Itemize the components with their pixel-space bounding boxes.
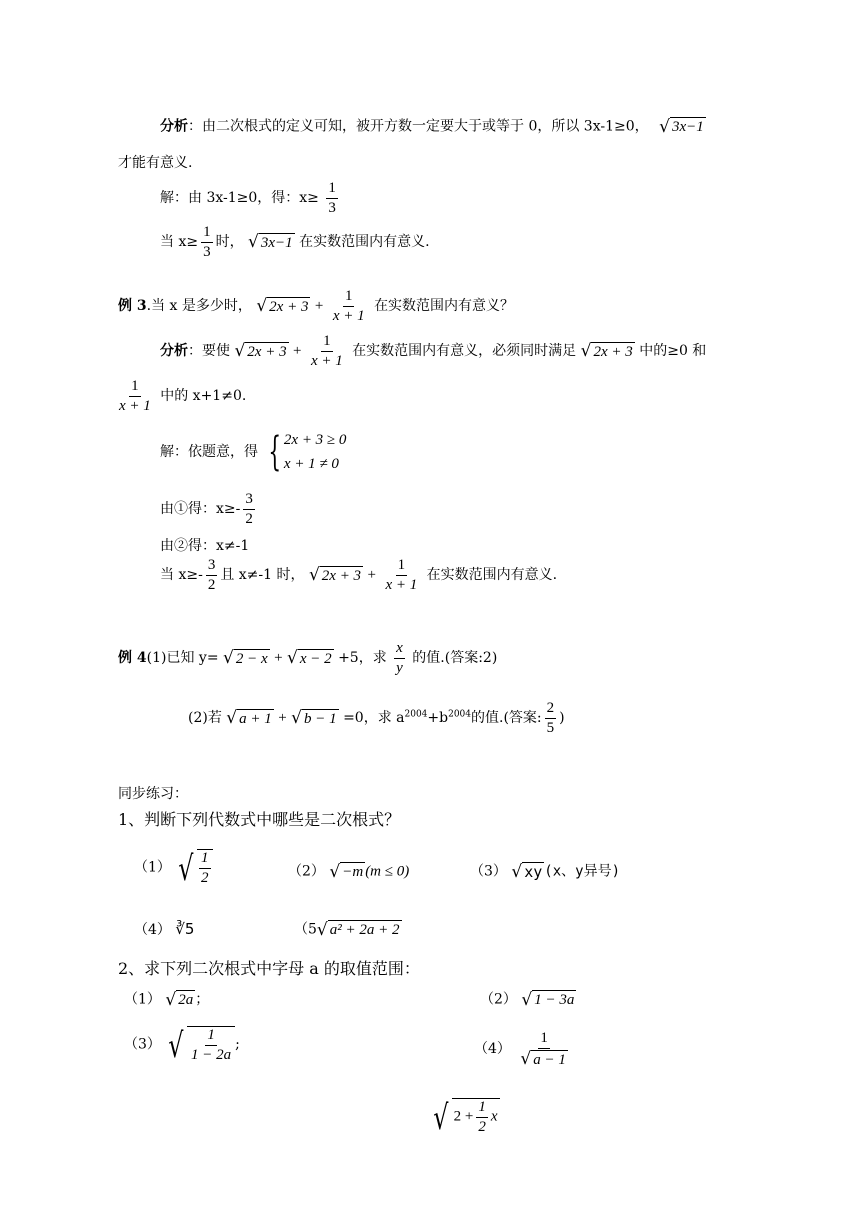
punctuation: ;: [235, 1036, 240, 1053]
practice-title: [118, 787, 188, 801]
sqrt-expression: √ 2a: [165, 989, 194, 1010]
question-text: 2、求下列二次根式中字母 a 的取值范围：: [118, 959, 420, 978]
condition-text: (m ≤ 0): [365, 863, 410, 880]
conclusion-text: 在实数范围内有意义.: [426, 567, 558, 583]
practice-item-4: [134, 922, 194, 937]
fraction-three-halves: $\frac{3}{2}$: [245, 491, 253, 527]
ex4-part1-line: [118, 640, 497, 676]
exponent: 2004: [448, 709, 472, 720]
fraction-one-third: $\frac{1}{3}$: [328, 180, 336, 216]
analysis-text: 中的≥0 和: [639, 343, 707, 359]
question-text: ): [559, 710, 565, 726]
cube-root-expression: ∛5: [175, 920, 195, 938]
sqrt-expression: √ a² + 2a + 2: [316, 919, 400, 940]
item-label: （1）: [124, 991, 161, 1008]
analysis-text: 才能有意义.: [118, 155, 193, 171]
example-label: 例 4: [118, 650, 147, 666]
plus-sign: +: [314, 298, 324, 314]
solve-text: 解：依题意，得: [160, 444, 258, 460]
question-text: 1、判断下列代数式中哪些是二次根式？: [118, 810, 401, 829]
sqrt-expression: √ 1 − 3a: [521, 989, 575, 1010]
item-label: （2）: [480, 991, 517, 1008]
fraction: $\frac{1}{x + 1}$: [332, 288, 365, 324]
question-text: =0，求 a: [343, 710, 405, 726]
sqrt-expression: √ a + 1: [226, 708, 272, 729]
practice-item-5: [294, 920, 402, 939]
plus-sign: +: [274, 650, 283, 666]
ex4-part2-line: [188, 700, 565, 736]
plus-sign: +: [278, 710, 287, 726]
example-label: 例 3: [118, 298, 147, 314]
ex2-analysis-line: [160, 117, 706, 136]
conclusion-text: 当 x≥: [160, 234, 199, 250]
analysis-text: ：要使: [188, 343, 230, 359]
practice-item-3: [470, 862, 620, 881]
sqrt-expression: √ b − 1: [291, 708, 337, 729]
ex3-solve-line: [160, 428, 346, 476]
fraction: 1 √ a − 1: [520, 1030, 566, 1069]
ex2-solve-line: [160, 180, 341, 216]
analysis-text: ：由二次根式的定义可知，被开方数一定要大于或等于 0，所以 3x-1≥0，: [188, 118, 649, 135]
sqrt-expression: √ $\frac{1}{2}$: [175, 849, 212, 886]
conclusion-text: 且 x≠-1 时，: [220, 567, 305, 583]
ex3-conclusion-line: [160, 557, 557, 593]
fraction: $\frac{1}{x + 1}$: [385, 557, 418, 593]
practice-q2: [118, 961, 420, 977]
fraction-x-over-y: $\frac{x}{y}$: [396, 640, 403, 676]
practice2-item-5: [430, 1098, 500, 1138]
question-text: +b: [427, 710, 449, 726]
question-text: +5，求: [338, 650, 387, 666]
ex3-analysis-line: [160, 333, 706, 369]
conclusion-text: 时，: [215, 234, 244, 250]
punctuation: ；: [195, 991, 210, 1008]
plus-sign: +: [367, 567, 376, 583]
practice-item-1: [134, 849, 213, 889]
step-text: 由①得：x≥-: [160, 501, 241, 517]
practice-q1: [118, 812, 400, 828]
sqrt-expression: √ $\frac{1}{1 - 2a}$: [165, 1026, 235, 1063]
sqrt-expression: √ 3x−1: [659, 116, 704, 137]
fraction: $\frac{1}{x + 1}$: [310, 333, 343, 369]
practice2-item-4: [474, 1030, 573, 1068]
sqrt-expression: √ 2x + 3: [234, 341, 287, 362]
solve-text: 解：由 3x-1≥0，得：x≥: [160, 190, 319, 206]
item-label: （4）: [474, 1041, 511, 1057]
question-text: 在实数范围内有意义？: [374, 298, 515, 314]
question-text: .当 x 是多少时，: [146, 298, 252, 314]
item-label: （3）: [470, 863, 507, 880]
ex3-analysis-line2: [114, 378, 246, 414]
item-label: （4）: [134, 922, 171, 938]
question-text: (2)若: [188, 710, 222, 726]
question-text: 的值.(答案:: [471, 710, 542, 726]
exponent: 2004: [404, 709, 428, 720]
analysis-text: 在实数范围内有意义，必须同时满足: [352, 343, 577, 359]
item-label: （2）: [288, 863, 325, 880]
brace-icon: {: [268, 429, 282, 475]
conclusion-text: 在实数范围内有意义.: [299, 234, 430, 250]
practice2-item-3: [124, 1026, 240, 1066]
sqrt-expression: √ 2x + 3: [308, 565, 362, 586]
item-label: （1）: [134, 859, 171, 876]
ex2-conclusion-line: [160, 224, 430, 260]
sqrt-expression: √ x − 2: [287, 648, 332, 669]
item-label: （3）: [124, 1036, 161, 1053]
conclusion-text: 当 x≥-: [160, 567, 203, 583]
practice2-item-1: [124, 990, 209, 1009]
plus-sign: +: [293, 343, 302, 359]
equation-system: [262, 428, 346, 476]
fraction-three-halves: $\frac{3}{2}$: [207, 557, 216, 593]
analysis-text: 中的 x+1≠0.: [160, 388, 247, 404]
step-text: 由②得：x≠-1: [160, 538, 250, 554]
fraction-two-fifths: $\frac{2}{5}$: [546, 700, 555, 736]
ex3-from2-line: [160, 539, 249, 553]
sqrt-expression: √ xy: [511, 861, 543, 882]
sqrt-expression: √ 2 − x: [223, 648, 268, 669]
sqrt-expression: √ 2 + $\frac{1}{2}$ x: [433, 1098, 498, 1138]
practice2-item-2: [480, 990, 576, 1009]
sqrt-expression: √ 2x + 3: [580, 341, 633, 362]
system-row: 2x + 3 ≥ 0: [283, 432, 347, 448]
question-text: 的值.(答案:2): [412, 650, 498, 666]
analysis-label: 分析: [160, 343, 188, 359]
sqrt-expression: √ 3x−1: [248, 232, 293, 253]
ex3-question-line: [118, 288, 514, 324]
question-text: (1)已知 y=: [146, 650, 219, 666]
practice-title-text: 同步练习：: [118, 786, 188, 802]
sqrt-expression: √ −m: [329, 861, 364, 882]
fraction-one-third: $\frac{1}{3}$: [203, 224, 211, 260]
condition-text: (x、y异号): [544, 863, 620, 880]
analysis-label: 分析: [160, 118, 188, 135]
practice-item-2: [288, 862, 409, 881]
fraction: $\frac{1}{x + 1}$: [119, 378, 151, 414]
ex2-analysis-line2: [118, 156, 192, 170]
item-label: （5: [294, 921, 317, 938]
sqrt-expression: √ 2x + 3: [256, 296, 309, 317]
ex3-from1-line: [160, 491, 258, 527]
system-row: x + 1 ≠ 0: [283, 456, 339, 472]
